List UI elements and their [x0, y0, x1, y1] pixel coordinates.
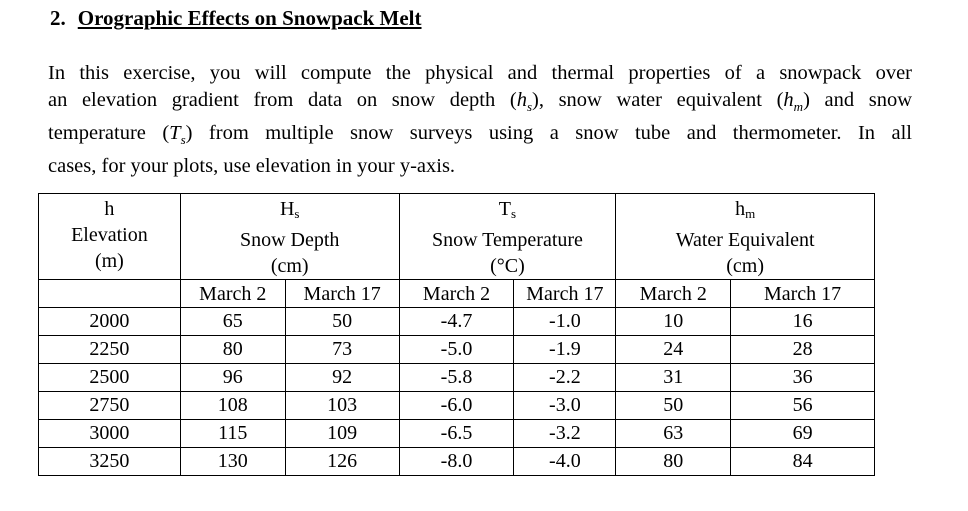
- table-cell: -3.2: [514, 420, 616, 448]
- table-cell: 84: [731, 448, 875, 476]
- table-cell: 50: [285, 308, 399, 336]
- table-cell: 80: [180, 336, 285, 364]
- date-header: March 2: [616, 280, 731, 308]
- table-cell: 3000: [39, 420, 181, 448]
- header-subscript: s: [294, 206, 300, 221]
- table-row: [39, 336, 875, 364]
- intro-line: temperature $(T_s)$ from multiple snow surveys using a snow tube and thermometer. In all: [48, 122, 912, 148]
- table-cell: -2.2: [514, 364, 616, 392]
- intro-line: In this exercise, you will compute the physical and thermal properties of a snowpack over: [48, 62, 912, 84]
- header-subscript: m: [745, 206, 756, 221]
- table-cell: 2750: [39, 392, 181, 420]
- table-cell: -5.8: [399, 364, 514, 392]
- table-cell: 108: [180, 392, 285, 420]
- table-cell: 73: [285, 336, 399, 364]
- table-cell: -3.0: [514, 392, 616, 420]
- table-cell: 36: [731, 364, 875, 392]
- intro-line: cases, for your plots, use elevation in your y-axis.: [48, 155, 456, 178]
- exercise-number: 2.: [50, 6, 66, 30]
- exercise-heading: [50, 6, 422, 31]
- table-header-row: [39, 194, 875, 280]
- header-symbol: h: [735, 198, 746, 220]
- table-cell: -5.0: [399, 336, 514, 364]
- table-cell: 3250: [39, 448, 181, 476]
- header-label: Water Equivalent: [675, 229, 815, 251]
- table-cell: 130: [180, 448, 285, 476]
- table-cell: 56: [731, 392, 875, 420]
- date-header-empty: [39, 280, 181, 308]
- table-cell: 31: [616, 364, 731, 392]
- table-row: [39, 420, 875, 448]
- table-cell: 103: [285, 392, 399, 420]
- header-water-equivalent: [616, 194, 875, 280]
- intro-paragraph: [48, 60, 912, 180]
- table-cell: 24: [616, 336, 731, 364]
- date-header: March 2: [180, 280, 285, 308]
- date-header-row: [39, 280, 875, 308]
- snow-survey-table: [38, 193, 875, 476]
- intro-line: an elevation gradient from data on snow depth $(h_s)$, snow water equivalent $(h_m)$ and snow: [48, 89, 912, 115]
- table-cell: 63: [616, 420, 731, 448]
- header-snow-temperature: [399, 194, 616, 280]
- table-cell: -1.0: [514, 308, 616, 336]
- table-cell: 92: [285, 364, 399, 392]
- table-cell: 65: [180, 308, 285, 336]
- table-cell: 2000: [39, 308, 181, 336]
- date-header: March 17: [731, 280, 875, 308]
- header-unit: (m): [94, 250, 124, 272]
- header-unit: (°C): [490, 255, 525, 277]
- table-row: [39, 308, 875, 336]
- header-elevation: [39, 194, 181, 280]
- header-symbol: h: [104, 198, 115, 220]
- table-row: [39, 364, 875, 392]
- table-cell: 50: [616, 392, 731, 420]
- table-cell: 126: [285, 448, 399, 476]
- header-unit: (cm): [270, 255, 309, 277]
- table-cell: -4.7: [399, 308, 514, 336]
- exercise-title: Orographic Effects on Snowpack Melt: [77, 6, 422, 30]
- table-cell: 28: [731, 336, 875, 364]
- header-label: Snow Depth: [239, 229, 340, 251]
- table-body: [39, 308, 875, 476]
- date-header: March 17: [514, 280, 616, 308]
- table-cell: 109: [285, 420, 399, 448]
- header-label: Elevation: [71, 224, 148, 246]
- table-cell: 2500: [39, 364, 181, 392]
- header-subscript: s: [511, 206, 517, 221]
- table-cell: 115: [180, 420, 285, 448]
- header-label: Snow Temperature: [431, 229, 583, 251]
- header-snow-depth: [180, 194, 399, 280]
- table-cell: -6.0: [399, 392, 514, 420]
- table-cell: 2250: [39, 336, 181, 364]
- date-header: March 2: [399, 280, 514, 308]
- table-cell: -8.0: [399, 448, 514, 476]
- table-row: [39, 392, 875, 420]
- table-cell: -4.0: [514, 448, 616, 476]
- table-cell: -6.5: [399, 420, 514, 448]
- header-unit: (cm): [726, 255, 765, 277]
- table-cell: 10: [616, 308, 731, 336]
- table-cell: 69: [731, 420, 875, 448]
- table-cell: 80: [616, 448, 731, 476]
- header-symbol: H: [279, 198, 295, 220]
- date-header: March 17: [285, 280, 399, 308]
- table-cell: 96: [180, 364, 285, 392]
- table-cell: -1.9: [514, 336, 616, 364]
- table-row: [39, 448, 875, 476]
- header-symbol: T: [498, 198, 512, 220]
- table-cell: 16: [731, 308, 875, 336]
